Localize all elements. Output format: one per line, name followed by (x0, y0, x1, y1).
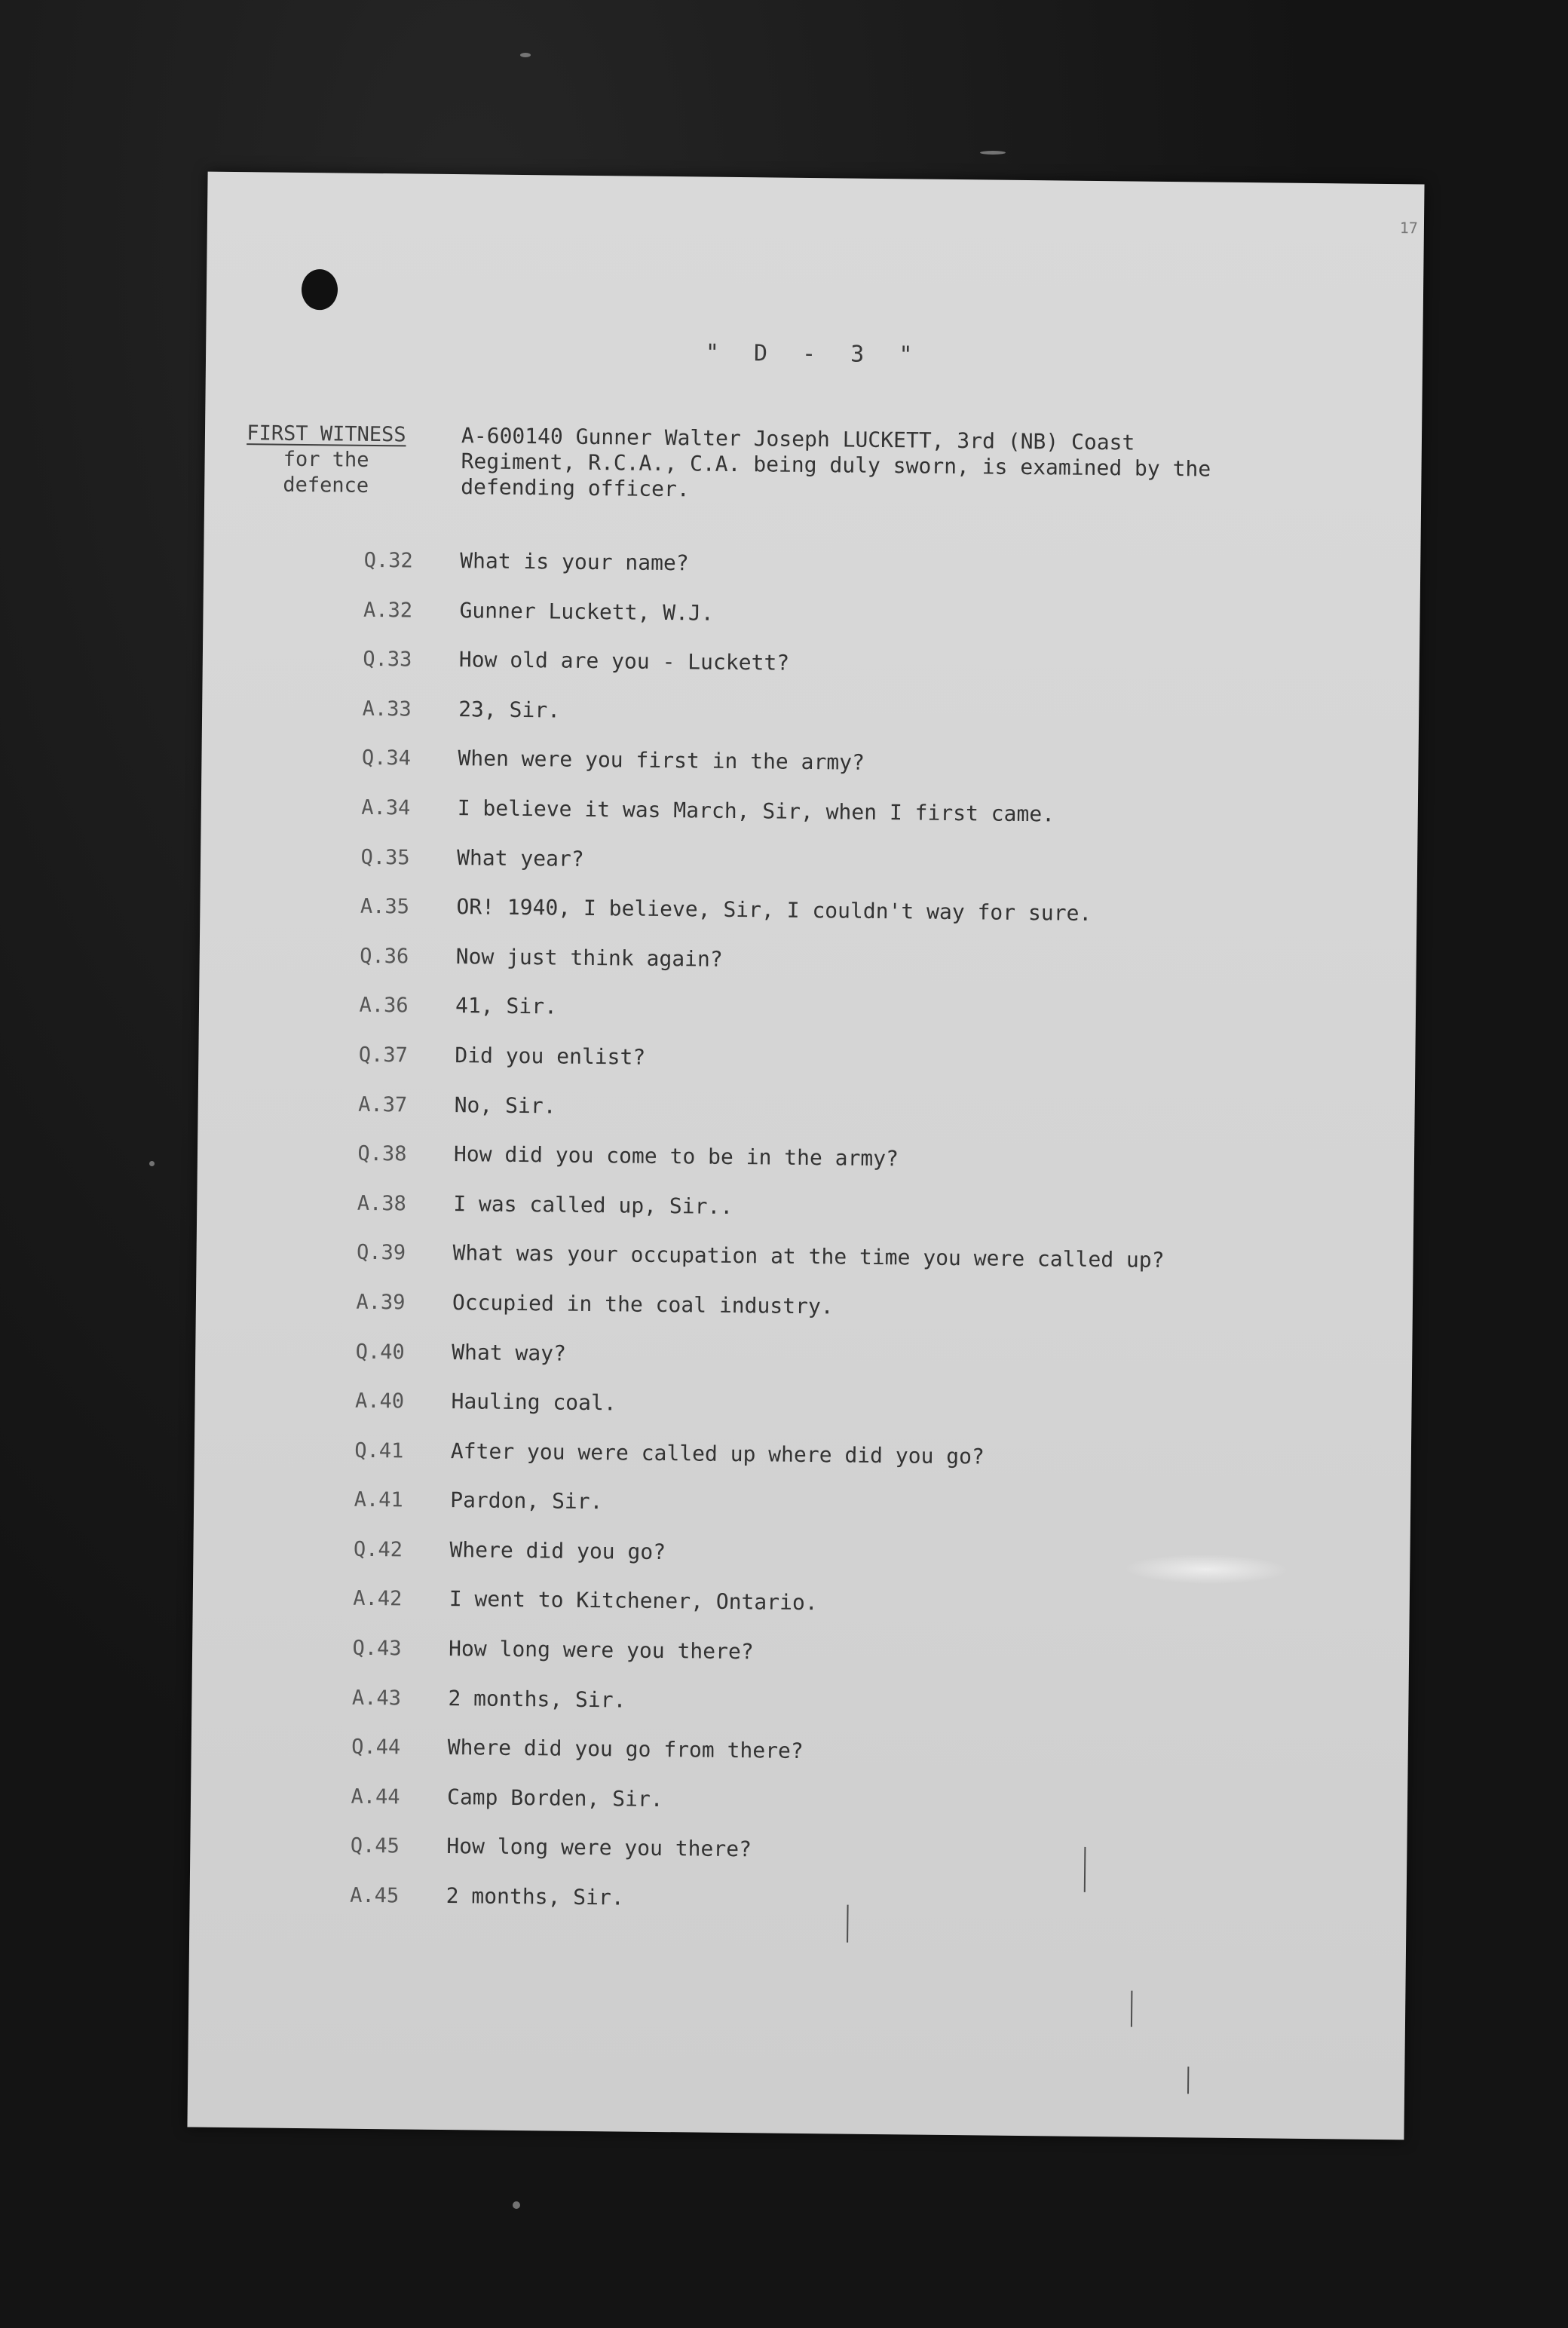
dust-speck (513, 2201, 520, 2209)
qa-text: Where did you go from there? (447, 1735, 804, 1764)
film-scratch (1187, 2066, 1189, 2094)
qa-number: Q.33 (363, 647, 412, 672)
qa-number: Q.34 (361, 746, 412, 770)
qa-text: How old are you - Luckett? (458, 647, 790, 675)
qa-text: After you were called up where did you go? (450, 1438, 985, 1469)
qa-text: I was called up, Sir.. (453, 1190, 733, 1219)
film-scratch (1131, 1991, 1133, 2027)
qa-number: Q.39 (356, 1241, 406, 1265)
qa-text: No, Sir. (454, 1092, 556, 1119)
witness-label-title: FIRST WITNESS (247, 421, 406, 447)
qa-text: How long were you there? (446, 1833, 752, 1862)
qa-number: A.32 (363, 598, 413, 623)
qa-row (302, 1882, 1381, 1943)
document-page (187, 172, 1424, 2140)
qa-number: Q.42 (353, 1537, 403, 1562)
witness-label-line2: for the (283, 447, 369, 472)
qa-number: A.37 (358, 1092, 408, 1117)
qa-text: 23, Sir. (458, 696, 561, 723)
qa-text: How long were you there? (448, 1636, 754, 1665)
qa-number: A.38 (357, 1191, 406, 1216)
qa-number: A.34 (361, 795, 411, 820)
qa-text: Did you enlist? (455, 1043, 646, 1070)
witness-label-line3: defence (283, 473, 369, 498)
qa-number: A.39 (356, 1290, 406, 1315)
qa-text: OR! 1940, I believe, Sir, I couldn't way for sure. (456, 894, 1092, 927)
page-header: " D - 3 " (705, 339, 923, 369)
qa-text: Occupied in the coal industry. (452, 1290, 834, 1319)
qa-text: When were you first in the army? (458, 746, 865, 776)
qa-number: A.43 (351, 1686, 402, 1711)
qa-number: Q.38 (357, 1141, 407, 1166)
qa-number: A.33 (362, 697, 412, 721)
qa-number: A.35 (360, 894, 410, 919)
qa-text: Where did you go? (449, 1536, 666, 1564)
qa-number: Q.41 (354, 1438, 404, 1463)
qa-number: Q.45 (350, 1834, 400, 1858)
qa-number: Q.44 (351, 1735, 401, 1760)
qa-number: A.44 (351, 1784, 400, 1809)
qa-number: A.40 (354, 1389, 405, 1414)
scan-glare (1123, 1553, 1289, 1585)
qa-number: Q.40 (355, 1340, 405, 1364)
qa-number: A.36 (359, 994, 409, 1018)
qa-text: I believe it was March, Sir, when I first came. (457, 795, 1055, 827)
qa-text: Now just think again? (455, 943, 723, 972)
punch-hole (302, 269, 338, 310)
qa-number: Q.32 (363, 548, 413, 573)
qa-number: A.42 (353, 1587, 403, 1611)
qa-text: What way? (452, 1339, 567, 1366)
qa-number: Q.36 (360, 944, 409, 969)
witness-label (227, 421, 425, 500)
dust-speck (520, 53, 531, 57)
qa-text: What was your occupation at the time you were called up? (452, 1240, 1165, 1273)
qa-text: What year? (456, 844, 584, 871)
witness-introduction: A-600140 Gunner Walter Joseph LUCKETT, 3rd (NB) Coast Regiment, R.C.A., C.A. being duly sworn, is examined by the defending officer. (461, 423, 1211, 502)
qa-text: Gunner Luckett, W.J. (459, 597, 714, 626)
qa-number: A.41 (354, 1488, 403, 1512)
qa-number: A.45 (350, 1883, 400, 1908)
qa-text: Pardon, Sir. (450, 1487, 603, 1515)
qa-text: How did you come to be in the army? (453, 1141, 899, 1172)
qa-number: Q.35 (360, 845, 410, 870)
qa-number: Q.37 (358, 1043, 409, 1068)
qa-text: What is your name? (460, 548, 689, 576)
dust-speck (149, 1161, 155, 1166)
qa-number: Q.43 (352, 1636, 402, 1661)
qa-text: Camp Borden, Sir. (446, 1784, 663, 1812)
qa-text: Hauling coal. (451, 1389, 617, 1416)
dust-speck (980, 151, 1006, 155)
qa-text: I went to Kitchener, Ontario. (449, 1586, 818, 1616)
qa-text: 2 months, Sir. (446, 1883, 624, 1910)
corner-page-mark: 17 (1399, 219, 1419, 237)
qa-text: 2 months, Sir. (448, 1685, 626, 1713)
examination-list (302, 547, 1395, 1942)
qa-text: 41, Sir. (455, 993, 558, 1019)
